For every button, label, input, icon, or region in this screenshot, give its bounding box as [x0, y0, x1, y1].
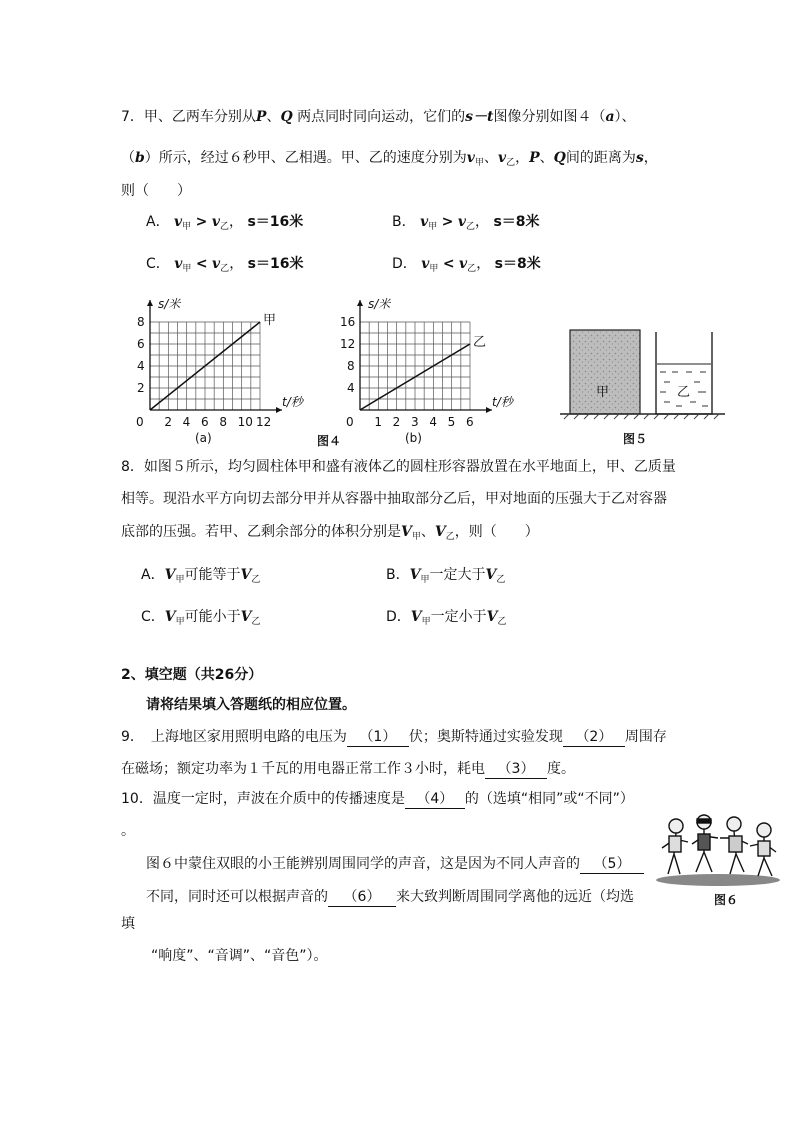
q9-text: 在磁场；额定功率为１千瓦的用电器正常工作３小时，耗电 [121, 761, 485, 777]
fig-b-ref: b [135, 150, 145, 166]
y-tick-label: 8 [347, 359, 355, 373]
option-relation: 一定大于 [429, 567, 486, 583]
volume-symbol: V [164, 609, 176, 625]
sub-yi: 乙 [251, 575, 261, 585]
sub-jia: 甲 [428, 222, 438, 232]
option-distance: s＝8米 [493, 214, 540, 230]
sub-jia: 甲 [429, 264, 439, 274]
q10-line-3 [146, 855, 644, 874]
sub-jia: 甲 [411, 532, 421, 542]
x-tick-label: 8 [219, 415, 227, 429]
comma: ， [476, 256, 491, 272]
v-symbol: v [457, 214, 466, 230]
q7-line2b: ）所示，经过６秒甲、乙相遇。甲、乙的速度分别为 [144, 150, 467, 166]
option-distance: s＝8米 [494, 256, 541, 272]
x-tick-label: 6 [201, 415, 209, 429]
point-q: Q [280, 109, 293, 125]
fig6-children-illustration [652, 808, 787, 888]
q7-intro4: ）、 [614, 109, 636, 125]
option-label: A． [146, 214, 170, 230]
q9-text: 伏；奥斯特通过实验发现 [408, 729, 563, 745]
q10-text: 不同，同时还可以根据声音的 [146, 889, 328, 905]
v-symbol: v [466, 150, 475, 166]
sub-jia: 甲 [175, 617, 185, 627]
fig5-diagram [560, 322, 730, 422]
sub-jia: 甲 [182, 222, 192, 232]
blank-3[interactable]: （3） [485, 760, 547, 779]
q7-option-d[interactable] [392, 255, 541, 278]
option-label: C． [141, 609, 165, 625]
x-tick-label: 12 [256, 415, 272, 429]
fig-a-ref: a [605, 109, 615, 125]
q10-line-1 [121, 790, 634, 809]
option-relation: 可能小于 [184, 609, 241, 625]
q8-option-b[interactable] [386, 566, 505, 589]
option-distance: s＝16米 [247, 214, 304, 230]
q7-option-b[interactable] [392, 213, 540, 236]
fig4a-chart [120, 282, 310, 447]
y-axis-arrow [357, 300, 363, 306]
x-axis-label: t/秒 [492, 395, 513, 409]
q10-line-5: 填 [121, 916, 135, 932]
option-label: B． [392, 214, 416, 230]
volume-symbol: V [164, 567, 176, 583]
option-relation: 可能等于 [184, 567, 241, 583]
x-tick-label: 3 [411, 415, 419, 429]
section-title: 2、填空题（共26分） [121, 667, 263, 683]
sub-yi: 乙 [220, 264, 230, 274]
volume-symbol: V [486, 609, 498, 625]
v-symbol: v [420, 214, 429, 230]
y-tick-label: 4 [347, 381, 355, 395]
volume-symbol: V [485, 567, 497, 583]
y-tick-label: 6 [137, 337, 145, 351]
st-graph-symbol: s－t [465, 109, 494, 125]
q8-line-1: 8．如图５所示，均匀圆柱体甲和盛有液体乙的圆柱形容器放置在水平地面上，甲、乙质量 [121, 459, 676, 475]
blank-6[interactable]: （6） [328, 888, 396, 907]
sep: 、 [266, 109, 281, 125]
option-label: D． [386, 609, 411, 625]
v-symbol: v [212, 256, 221, 272]
x-tick-label: 1 [374, 415, 382, 429]
cylinder-jia-label: 甲 [596, 385, 610, 400]
sub-yi: 乙 [497, 617, 507, 627]
q8-line3b: ，则（ ） [454, 524, 539, 540]
x-tick-label: 4 [182, 415, 191, 429]
sep: 、 [483, 150, 498, 166]
v-symbol: v [211, 214, 220, 230]
volume-symbol: V [434, 524, 446, 540]
sep: 、 [420, 524, 435, 540]
sub-jia: 甲 [420, 575, 430, 585]
option-label: D． [392, 256, 417, 272]
comma: ， [229, 256, 244, 272]
x-tick-label: 4 [429, 415, 437, 429]
fig5-caption: 图５ [623, 432, 648, 446]
q7-line-1 [121, 108, 636, 126]
point-p: P [255, 109, 267, 125]
volume-symbol: V [410, 609, 422, 625]
option-label: A． [141, 567, 165, 583]
sub-yi: 乙 [467, 264, 477, 274]
q10-text: 10．温度一定时，声波在介质中的传播速度是 [121, 791, 405, 807]
q10-text: 来大致判断周围同学离他的远近（均选 [396, 889, 634, 905]
q7-intro3: 图像分别如图４（ [493, 109, 606, 125]
q10-line-6: “响度”、“音调”、“音色”）。 [151, 948, 328, 964]
y-axis-arrow [147, 300, 153, 306]
v-symbol: v [174, 214, 183, 230]
relation: < [195, 256, 208, 272]
relation: < [442, 256, 455, 272]
volume-symbol: V [409, 567, 421, 583]
paren: （ [121, 150, 135, 166]
q9-text: 9． 上海地区家用照明电路的电压为 [121, 729, 347, 745]
sub-yi: 乙 [219, 222, 229, 232]
q9-line-1 [121, 728, 667, 747]
q10-text: 的（选填“相同”或“不同”） [464, 791, 634, 807]
series-label: 甲 [263, 313, 277, 328]
blank-1[interactable]: （1） [347, 728, 409, 747]
option-distance: s＝16米 [247, 256, 304, 272]
q7-line-3: 则（ ） [121, 183, 191, 199]
x-tick-label: 0 [346, 415, 354, 429]
comma: ， [475, 214, 490, 230]
q10-period: 。 [121, 823, 135, 839]
sub-caption: (a) [195, 431, 212, 445]
comma: ， [228, 214, 243, 230]
q9-text: 度。 [547, 761, 575, 777]
q10-line-4 [146, 888, 634, 907]
sep: 、 [539, 150, 554, 166]
s-symbol: s [635, 150, 644, 166]
cylinder-jia [570, 330, 640, 414]
q8-line-3 [121, 523, 539, 546]
q8-option-d[interactable] [386, 608, 507, 631]
x-tick-label: 2 [164, 415, 172, 429]
volume-symbol: V [240, 609, 252, 625]
volume-symbol: V [240, 567, 252, 583]
comma: ， [515, 150, 530, 166]
q7-intro2: 两点同时同向运动，它们的 [292, 109, 466, 125]
sub-jia: 甲 [421, 617, 431, 627]
option-relation: 一定小于 [430, 609, 487, 625]
v-symbol: v [174, 256, 183, 272]
q8-option-a[interactable] [141, 566, 260, 589]
y-tick-label: 8 [137, 315, 145, 329]
section-instruction: 请将结果填入答题纸的相应位置。 [146, 697, 356, 713]
fig6-caption: 图６ [714, 893, 739, 907]
sub-caption: (b) [405, 431, 422, 445]
volume-symbol: V [401, 524, 412, 540]
q7-option-c[interactable] [146, 255, 303, 278]
v-symbol: v [459, 256, 468, 272]
relation: > [441, 214, 454, 230]
option-label: B． [386, 567, 410, 583]
v-symbol: v [497, 150, 507, 166]
blank-5[interactable]: （5） [580, 855, 644, 874]
q8-option-c[interactable] [141, 608, 261, 631]
relation: > [195, 214, 208, 230]
series-label: 乙 [473, 335, 487, 350]
x-tick-label: 10 [237, 415, 253, 429]
blank-2[interactable]: （2） [563, 728, 625, 747]
q7-line-2 [121, 149, 658, 172]
sub-yi: 乙 [466, 222, 476, 232]
sub-yi: 乙 [445, 532, 455, 542]
container-yi-label: 乙 [677, 385, 691, 400]
q9-text: 周围存 [624, 729, 667, 745]
x-tick-label: 0 [136, 415, 144, 429]
y-tick-label: 4 [137, 359, 145, 373]
sub-jia: 甲 [182, 264, 192, 274]
y-tick-label: 16 [340, 315, 356, 329]
y-axis-label: s/米 [158, 297, 181, 311]
point-q: Q [553, 150, 566, 166]
q8-line-2: 相等。现沿水平方向切去部分甲并从容器中抽取部分乙后，甲对地面的压强大于乙对容器 [121, 491, 667, 507]
fig4-caption: 图４ [317, 434, 342, 448]
q7-intro: 7．甲、乙两车分别从 [121, 109, 256, 125]
x-tick-label: 2 [392, 415, 401, 429]
q8-line3a: 底部的压强。若甲、乙剩余部分的体积分别是 [121, 524, 401, 540]
point-p: P [529, 150, 540, 166]
q7-line2c: 间的距离为 [565, 150, 636, 166]
x-tick-label: 6 [466, 415, 474, 429]
sub-yi: 乙 [496, 575, 506, 585]
fig4b-chart [330, 282, 530, 447]
q7-option-a[interactable] [146, 213, 303, 236]
y-tick-label: 2 [137, 381, 145, 395]
sub-yi: 乙 [251, 617, 261, 627]
option-label: C． [146, 256, 170, 272]
q10-text: 图６中蒙住双眼的小王能辨别周围同学的声音，这是因为不同人声音的 [146, 856, 580, 872]
x-axis-label: t/秒 [282, 395, 303, 409]
comma: ， [643, 150, 658, 166]
sub-yi: 乙 [506, 158, 516, 168]
v-symbol: v [421, 256, 430, 272]
x-tick-label: 5 [447, 415, 456, 429]
sub-jia: 甲 [474, 158, 484, 168]
y-tick-label: 12 [340, 337, 356, 351]
sub-jia: 甲 [175, 575, 185, 585]
y-axis-label: s/米 [368, 297, 391, 311]
q9-line-2 [121, 760, 575, 779]
blank-4[interactable]: （4） [405, 790, 465, 809]
